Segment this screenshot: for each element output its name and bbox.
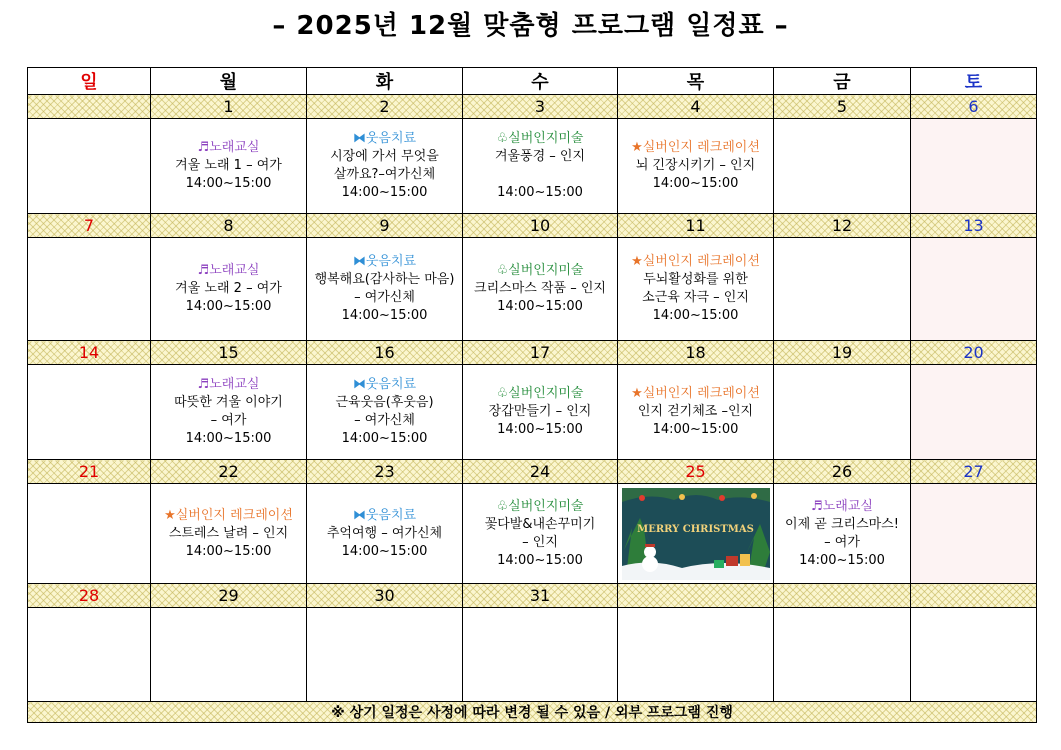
program-row xyxy=(28,484,1037,584)
date-cell: 28 xyxy=(28,584,151,608)
date-cell: 18 xyxy=(618,341,774,365)
date-cell: 23 xyxy=(307,460,463,484)
program-cell xyxy=(618,119,774,214)
date-cell: 6 xyxy=(911,95,1037,119)
program-detail: 근육웃음(후웃음) xyxy=(335,395,434,410)
program-cell xyxy=(151,238,307,341)
weekday-label: 화 xyxy=(307,68,463,95)
date-cell: 29 xyxy=(151,584,307,608)
weekday-label: 수 xyxy=(463,68,618,95)
date-cell: 16 xyxy=(307,341,463,365)
date-cell: 7 xyxy=(28,214,151,238)
calendar-table xyxy=(27,67,1037,723)
date-cell: 31 xyxy=(463,584,618,608)
date-cell xyxy=(911,584,1037,608)
program-category: ⧓웃음치료 xyxy=(352,254,417,269)
program-detail: – 여가 xyxy=(824,534,860,550)
program-cell xyxy=(774,238,911,341)
program-cell xyxy=(151,608,307,702)
date-cell: 30 xyxy=(307,584,463,608)
program-cell xyxy=(28,484,151,584)
program-detail: 장갑만들기 – 인지 xyxy=(488,404,592,419)
program-detail: 14:00~15:00 xyxy=(185,431,272,446)
program-cell xyxy=(911,238,1037,341)
date-row xyxy=(28,584,1037,608)
program-detail xyxy=(463,166,617,184)
program-detail: 겨울풍경 – 인지 xyxy=(494,149,586,164)
program-cell xyxy=(911,365,1037,460)
program-category: ♧실버인지미술 xyxy=(496,498,584,514)
program-detail: 겨울 노래 2 – 여가 xyxy=(175,281,282,296)
program-row xyxy=(28,365,1037,460)
date-cell: 17 xyxy=(463,341,618,365)
date-cell: 24 xyxy=(463,460,618,484)
program-cell xyxy=(151,119,307,214)
program-detail: 스트레스 날려 – 인지 xyxy=(168,525,289,541)
footer-note: ※ 상기 일정은 사정에 따라 변경 될 수 있음 / 외부 프로그램 진행 xyxy=(28,702,1037,723)
program-detail: 14:00~15:00 xyxy=(185,176,272,191)
program-detail: 14:00~15:00 xyxy=(652,176,739,191)
date-row xyxy=(28,460,1037,484)
program-detail: 14:00~15:00 xyxy=(652,422,739,437)
program-detail: 인지 걷기체조 –인지 xyxy=(637,404,754,419)
program-category: ♬노래교실 xyxy=(197,140,260,155)
program-row xyxy=(28,608,1037,702)
program-cell xyxy=(463,365,618,460)
date-row xyxy=(28,341,1037,365)
program-detail: 14:00~15:00 xyxy=(497,422,583,437)
program-cell xyxy=(307,608,463,702)
date-cell: 20 xyxy=(911,341,1037,365)
program-detail: 두뇌활성화를 위한 xyxy=(643,272,748,287)
program-cell xyxy=(618,484,774,584)
program-row xyxy=(28,238,1037,341)
weekday-label: 일 xyxy=(28,68,151,95)
program-category: ★실버인지 레크레이션 xyxy=(631,254,760,269)
date-cell: 8 xyxy=(151,214,307,238)
program-detail: 14:00~15:00 xyxy=(799,552,885,568)
date-cell: 15 xyxy=(151,341,307,365)
date-cell: 22 xyxy=(151,460,307,484)
program-detail: 크리스마스 작품 – 인지 xyxy=(474,281,606,296)
program-category: ⧓웃음치료 xyxy=(352,507,417,523)
program-category: ★실버인지 레크레이션 xyxy=(631,386,760,401)
program-cell xyxy=(307,238,463,341)
program-cell xyxy=(307,365,463,460)
date-cell: 10 xyxy=(463,214,618,238)
date-cell xyxy=(28,95,151,119)
date-row xyxy=(28,214,1037,238)
program-cell xyxy=(307,119,463,214)
weekday-label: 금 xyxy=(774,68,911,95)
program-cell xyxy=(618,608,774,702)
program-detail: 행복해요(감사하는 마음) xyxy=(314,272,455,287)
program-cell xyxy=(463,119,618,214)
program-category: ♧실버인지미술 xyxy=(496,386,584,401)
program-category: ♬노래교실 xyxy=(197,263,260,278)
program-detail: 14:00~15:00 xyxy=(341,308,428,323)
program-cell xyxy=(28,608,151,702)
program-detail: – 여가신체 xyxy=(354,290,415,305)
christmas-image xyxy=(622,488,770,580)
date-cell: 25 xyxy=(618,460,774,484)
date-cell: 21 xyxy=(28,460,151,484)
program-detail: 14:00~15:00 xyxy=(341,431,428,446)
program-cell xyxy=(307,484,463,584)
program-category: ♧실버인지미술 xyxy=(496,263,584,278)
date-row xyxy=(28,95,1037,119)
date-cell: 11 xyxy=(618,214,774,238)
program-cell xyxy=(911,484,1037,584)
program-category: ♬노래교실 xyxy=(811,498,873,514)
weekday-label: 토 xyxy=(911,68,1037,95)
program-cell xyxy=(774,365,911,460)
program-detail: – 여가신체 xyxy=(354,413,415,428)
program-detail: 14:00~15:00 xyxy=(341,543,428,559)
program-detail: 살까요?–여가신체 xyxy=(333,167,436,182)
program-detail: 소근육 자극 – 인지 xyxy=(642,290,749,305)
page-title: – 2025년 12월 맞춤형 프로그램 일정표 – xyxy=(272,11,789,41)
program-cell xyxy=(151,365,307,460)
program-cell xyxy=(911,608,1037,702)
date-cell xyxy=(774,584,911,608)
program-category: ♬노래교실 xyxy=(197,377,260,392)
program-cell xyxy=(618,238,774,341)
program-detail: 14:00~15:00 xyxy=(497,299,583,314)
program-cell xyxy=(463,608,618,702)
program-cell xyxy=(774,484,911,584)
weekday-label: 월 xyxy=(151,68,307,95)
program-category: ★실버인지 레크레이션 xyxy=(164,507,293,523)
program-detail: 14:00~15:00 xyxy=(497,552,583,568)
date-cell: 19 xyxy=(774,341,911,365)
program-detail: 시장에 가서 무엇을 xyxy=(330,149,439,164)
program-detail: 14:00~15:00 xyxy=(497,185,583,200)
program-category: ★실버인지 레크레이션 xyxy=(631,140,760,155)
program-detail: 14:00~15:00 xyxy=(652,308,739,323)
program-cell xyxy=(774,119,911,214)
program-cell xyxy=(911,119,1037,214)
program-cell xyxy=(618,365,774,460)
program-category: ⧓웃음치료 xyxy=(352,377,417,392)
date-cell: 3 xyxy=(463,95,618,119)
date-cell: 26 xyxy=(774,460,911,484)
footer-row xyxy=(28,702,1037,723)
program-detail: 추억여행 – 여가신체 xyxy=(326,525,443,541)
program-category: ♧실버인지미술 xyxy=(496,131,584,146)
date-cell: 2 xyxy=(307,95,463,119)
date-cell xyxy=(618,584,774,608)
program-detail: 이제 곧 크리스마스! xyxy=(785,516,899,532)
program-row xyxy=(28,119,1037,214)
christmas-text: MERRY CHRISTMAS xyxy=(637,523,754,535)
weekday-label: 목 xyxy=(618,68,774,95)
program-category: ⧓웃음치료 xyxy=(352,131,417,146)
date-cell: 14 xyxy=(28,341,151,365)
program-detail: 꽃다발&내손꾸미기 xyxy=(484,516,596,532)
program-detail: 14:00~15:00 xyxy=(341,185,428,200)
program-cell xyxy=(463,484,618,584)
program-detail: 뇌 긴장시키기 – 인지 xyxy=(635,158,756,173)
program-cell xyxy=(463,238,618,341)
program-detail: 14:00~15:00 xyxy=(185,299,272,314)
date-cell: 5 xyxy=(774,95,911,119)
program-detail: – 여가 xyxy=(210,413,247,428)
program-detail: 따뜻한 겨울 이야기 xyxy=(174,395,283,410)
program-cell xyxy=(151,484,307,584)
program-detail: 14:00~15:00 xyxy=(185,543,272,559)
date-cell: 9 xyxy=(307,214,463,238)
date-cell: 27 xyxy=(911,460,1037,484)
program-cell xyxy=(28,119,151,214)
program-cell xyxy=(28,238,151,341)
program-cell xyxy=(774,608,911,702)
program-cell xyxy=(28,365,151,460)
program-detail: 겨울 노래 1 – 여가 xyxy=(175,158,282,173)
weekday-header-row xyxy=(28,68,1037,95)
date-cell: 4 xyxy=(618,95,774,119)
program-detail: – 인지 xyxy=(522,534,558,550)
date-cell: 1 xyxy=(151,95,307,119)
date-cell: 13 xyxy=(911,214,1037,238)
date-cell: 12 xyxy=(774,214,911,238)
